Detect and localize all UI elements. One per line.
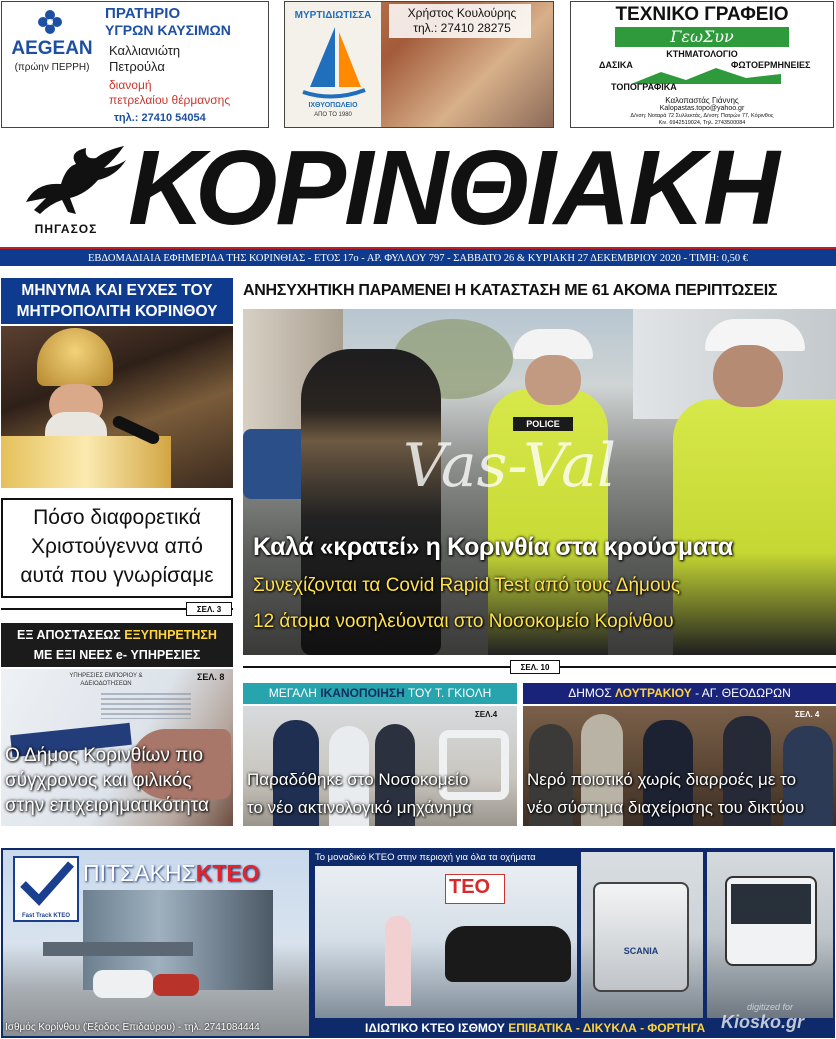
woman-back bbox=[301, 349, 441, 655]
kteo-car bbox=[93, 970, 153, 998]
christmas-line-3: αυτά που γνωρίσαμε bbox=[20, 564, 214, 587]
officer-left-head bbox=[525, 355, 581, 405]
aegean-address-1: Καλλιανιώτη bbox=[109, 43, 181, 58]
truck-cab bbox=[593, 882, 689, 992]
officer-right-head bbox=[713, 345, 783, 407]
metropolitan-heading[interactable] bbox=[1, 278, 233, 324]
aegean-title-2: ΥΓΡΩΝ ΚΑΥΣΙΜΩΝ bbox=[105, 22, 231, 38]
dimos-line-2: σύγχρονος και φιλικός bbox=[5, 770, 192, 791]
main-headline[interactable]: Καλά «κρατεί» η Κορινθία στα κρούσματα bbox=[253, 533, 733, 561]
document-line-1: ΥΠΗΡΕΣΙΕΣ ΕΜΠΟΡΙΟΥ & bbox=[69, 673, 143, 679]
pegasus-logo-icon bbox=[6, 142, 130, 222]
remote-heading-a: ΕΞ ΑΠΟΣΤΑΣΕΩΣ bbox=[17, 628, 125, 642]
remote-heading-line-2: ΜΕ ΕΞΙ ΝΕΕΣ e- ΥΠΗΡΕΣΙΕΣ bbox=[33, 648, 201, 662]
document-line-2: ΑΔΕΙΟΔΟΤΗΣΕΩΝ bbox=[80, 681, 132, 687]
bus-window bbox=[731, 884, 811, 924]
gkiolis-heading-c: ΤΟΥ Τ. ΓΚΙΟΛΗ bbox=[404, 686, 492, 700]
metropolitan-photo bbox=[1, 326, 233, 488]
dimos-line-3: στην επιχειρηματικότητα bbox=[5, 795, 209, 816]
tech-office-ad[interactable] bbox=[570, 1, 834, 128]
tech-address: Δ/νση: Νοταρά 72 Συλλεκτάς, Δ/νση: Πατρών 77, Κόρινθος bbox=[630, 113, 774, 119]
kteo-sign: ΤΕΟ bbox=[449, 876, 491, 898]
kteo-ad[interactable] bbox=[1, 848, 835, 1038]
kteo-roof bbox=[43, 942, 193, 956]
christmas-line-2: Χριστούγεννα από bbox=[31, 535, 203, 558]
aegean-address-2: Πετρούλα bbox=[109, 59, 165, 74]
kteo-worker bbox=[385, 916, 411, 1006]
gkiolis-line-2: το νέο ακτινολογικό μηχάνημα bbox=[247, 798, 472, 817]
loutraki-heading[interactable] bbox=[523, 683, 836, 704]
gkiolis-heading-a: ΜΕΓΑΛΗ bbox=[268, 686, 321, 700]
tech-service-1: ΚΤΗΜΑΤΟΛΟΓΙΟ bbox=[666, 49, 738, 59]
aegean-brand: AEGEAN bbox=[11, 38, 93, 59]
aegean-phone: τηλ.: 27410 54054 bbox=[114, 112, 206, 124]
logo-text: ΠΗΓΑΣΟΣ bbox=[34, 222, 98, 236]
masthead-title: ΚΟΡΙΝΘΙΑΚΗ bbox=[128, 132, 778, 244]
gkiolis-page-ref[interactable]: ΣΕΛ.4 bbox=[475, 710, 498, 719]
dimos-line-1: Ο Δήμος Κορινθίων πιο bbox=[5, 745, 204, 766]
police-photo bbox=[243, 309, 836, 655]
fish-phone: τηλ.: 27410 28275 bbox=[413, 21, 511, 35]
top-headline[interactable]: ΑΝΗΣΥΧΗΤΙΚΗ ΠΑΡΑΜΕΝΕΙ Η ΚΑΤΑΣΤΑΣΗ ΜΕ 61 ΑΚΟΜΑ ΠΕΡΙΠΤΩΣΕΙΣ bbox=[243, 282, 778, 299]
loutraki-photo bbox=[523, 706, 836, 826]
digitized-label: digitized for bbox=[747, 1002, 794, 1012]
remote-heading-line-1 bbox=[1, 625, 233, 645]
tech-service-3: ΦΩΤΟΕΡΜΗΝΕΙΕΣ bbox=[731, 60, 811, 70]
kteo-interior-photo bbox=[315, 866, 577, 1018]
fish-shop-ad[interactable] bbox=[284, 1, 554, 128]
aegean-fuel-ad[interactable] bbox=[1, 1, 269, 128]
remote-services-heading[interactable] bbox=[1, 623, 233, 667]
aegean-service-2: πετρελαίου θέρμανσης bbox=[109, 93, 231, 107]
main-subheadline-2: 12 άτομα νοσηλεύονται στο Νοσοκομείο Κορίνθου bbox=[253, 611, 674, 632]
site-watermark: Kiosko.gr bbox=[721, 1012, 805, 1032]
loutraki-heading-a: ΔΗΜΟΣ bbox=[568, 686, 615, 700]
remote-page-ref[interactable]: ΣΕΛ. 8 bbox=[197, 672, 225, 682]
police-vest-label: POLICE bbox=[513, 417, 573, 431]
truck-brand: SCANIA bbox=[623, 946, 659, 956]
aegean-former-name: (πρώην ΠΕΡΡΗ) bbox=[14, 62, 90, 73]
gkiolis-heading-b: ΙΚΑΝΟΠΟΙΗΣΗ bbox=[320, 686, 405, 700]
kteo-address: Ισθμός Κορίνθου (Έξοδος Επιδαύρου) - τηλ. 2741084444 bbox=[5, 1022, 260, 1033]
kteo-car-red bbox=[153, 974, 199, 996]
main-page-ref[interactable]: ΣΕΛ. 10 bbox=[510, 660, 560, 674]
kteo-truck-photo bbox=[581, 852, 703, 1018]
masthead-tagline: ΕΒΔΟΜΑΔΙΑΙΑ ΕΦΗΜΕΡΙΔΑ ΤΗΣ ΚΟΡΙΝΘΙΑΣ - ΕΤΟΣ 17ο - ΑΡ. ΦΥΛΛΟΥ 797 - ΣΑΒΒΑΤΟ 26 & ΚΥΡΙΑΚΗ 27 ΔΕΚΕΜΒΡΙΟΥ 2020 - ΤΙΜΗ: 0,50 € bbox=[0, 247, 836, 266]
fish-brand: ΜΥΡΤΙΔΙΩΤΙΣΣΑ bbox=[294, 10, 372, 21]
kteo-brand-b: ΚΤΕΟ bbox=[195, 860, 260, 886]
mitre-shape bbox=[37, 328, 113, 386]
loutraki-page-ref[interactable]: ΣΕΛ. 4 bbox=[795, 710, 820, 719]
tech-service-2: ΔΑΣΙΚΑ bbox=[599, 60, 633, 70]
page-ref-3[interactable]: ΣΕΛ. 3 bbox=[186, 602, 232, 616]
tech-name: Καλοπαστάς Γιάννης bbox=[665, 96, 739, 105]
kteo-black-car bbox=[445, 926, 571, 982]
fish-subtitle: ΙΧΘΥΟΠΩΛΕΙΟ bbox=[308, 102, 358, 109]
main-subheadline-1: Συνεχίζονται τα Covid Rapid Test από τους Δήμους bbox=[253, 575, 681, 596]
fish-since: ΑΠΟ ΤΟ 1980 bbox=[314, 112, 352, 118]
kteo-building-photo bbox=[3, 850, 309, 1036]
gkiolis-heading[interactable] bbox=[243, 683, 517, 704]
watermark: Vas-Val bbox=[403, 431, 617, 501]
kteo-check-box bbox=[13, 856, 79, 922]
remote-services-photo bbox=[1, 669, 233, 826]
christmas-line-1: Πόσο διαφορετικά bbox=[33, 506, 201, 529]
remote-heading-b: ΕΞΥΠΗΡΕΤΗΣΗ bbox=[124, 628, 217, 642]
kteo-bus-photo bbox=[707, 852, 835, 1018]
aegean-title-1: ΠΡΑΤΗΡΙΟ bbox=[105, 5, 181, 22]
tech-email: Kalopastas.topo@yahoo.gr bbox=[659, 105, 745, 112]
kteo-caption-top: Το μοναδικό ΚΤΕΟ στην περιοχή για όλα τα οχήματα bbox=[315, 852, 536, 863]
tech-service-4: ΤΟΠΟΓΡΑΦΙΚΑ bbox=[611, 82, 677, 92]
loutraki-line-1: Νερό ποιοτικό χωρίς διαρροές με το bbox=[527, 770, 797, 789]
loutraki-heading-c: - ΑΓ. ΘΕΟΔΩΡΩΝ bbox=[691, 686, 791, 700]
vestment-shape bbox=[1, 436, 171, 488]
loutraki-line-2: νέο σύστημα διαχείρισης του δικτύου bbox=[527, 798, 805, 817]
tech-logo: ΓεωΣυν bbox=[670, 27, 734, 46]
tech-title: ΤΕΧΝΙΚΟ ΓΡΑΦΕΙΟ bbox=[615, 4, 789, 25]
checkmark-icon bbox=[15, 858, 77, 908]
gkiolis-line-1: Παραδόθηκε στο Νοσοκομείο bbox=[247, 770, 469, 789]
kteo-band-a: ΙΔΙΩΤΙΚΟ ΚΤΕΟ ΙΣΘΜΟΥ bbox=[365, 1021, 509, 1035]
document-text-block bbox=[101, 693, 191, 719]
kteo-brand bbox=[83, 860, 260, 887]
hospital-photo bbox=[243, 706, 517, 826]
christmas-box[interactable] bbox=[1, 498, 233, 598]
kteo-band-b: ΕΠΙΒΑΤΙΚΑ - ΔΙΚΥΚΛΑ - ΦΟΡΤΗΓΑ bbox=[508, 1021, 706, 1035]
tech-tel: Κιν. 6942519024, Τηλ. 2743500084 bbox=[658, 120, 746, 126]
aegean-flower-icon bbox=[36, 8, 64, 36]
kteo-check-label: Fast Track ΚΤΕΟ bbox=[21, 913, 71, 919]
metropolitan-line-1: ΜΗΝΥΜΑ ΚΑΙ ΕΥΧΕΣ ΤΟΥ bbox=[21, 282, 213, 299]
kteo-brand-a: ΠΙΤΣΑΚΗΣ bbox=[83, 860, 196, 886]
loutraki-heading-b: ΛΟΥΤΡΑΚΙΟΥ bbox=[614, 686, 692, 700]
aegean-service-1: διανομή bbox=[109, 78, 152, 92]
fish-owner: Χρήστος Κουλούρης bbox=[407, 6, 517, 20]
metropolitan-line-2: ΜΗΤΡΟΠΟΛΙΤΗ ΚΟΡΙΝΘΟΥ bbox=[16, 303, 218, 320]
